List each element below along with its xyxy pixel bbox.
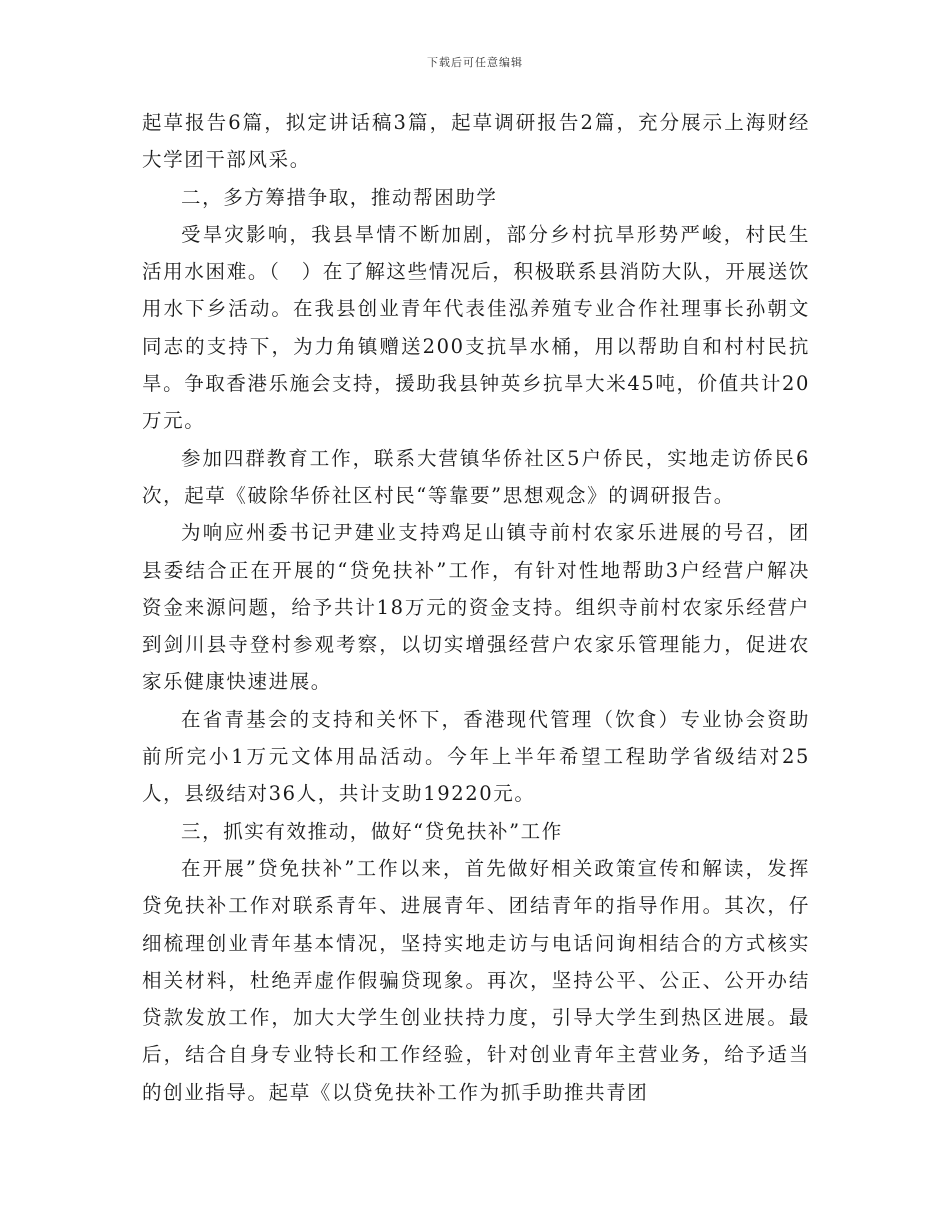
paragraph-drought-relief: 受旱灾影响，我县旱情不断加剧，部分乡村抗旱形势严峻，村民生活用水困难。（ ）在了解这些情况后，积极联系县消防大队，开展送饮用水下乡活动。在我县创业青年代表佳泓养殖专业合作社理事长孙朝文同志的支持下，为力角镇赠送200支抗旱水桶，用以帮助自和村村民抗旱。争取香港乐施会支持，援助我县钟英乡抗旱大米45吨，价值共计20万元。 (142, 222, 810, 433)
section-heading-3: 三，抓实有效推动，做好“贷免扶补”工作 (181, 819, 563, 843)
paragraph-farmhouse-support: 为响应州委书记尹建业支持鸡足山镇寺前村农家乐进展的号召，团县委结合正在开展的“贷免扶补”工作，有针对性地帮助3户经营户解决资金来源问题，给予共计18万元的资金支持。组织寺前村农家乐经营户到剑川县寺登村参观考察，以切实增强经营户农家乐管理能力，促进农家乐健康快速进展。 (142, 521, 810, 694)
paragraph-report-summary: 起草报告6篇，拟定讲话稿3篇，起草调研报告2篇，充分展示上海财经大学团干部风采。 (142, 111, 810, 172)
section-heading-2: 二，多方筹措争取，推动帮困助学 (181, 185, 498, 209)
paragraph-hope-project: 在省青基会的支持和关怀下，香港现代管理（饮食）专业协会资助前所完小1万元文体用品活动。今年上半年希望工程助学省级结对25人，县级结对36人，共计支助19220元。 (142, 707, 810, 806)
page-header: 下载后可任意编辑 (427, 56, 523, 69)
document-body (142, 104, 810, 1111)
paragraph-loan-work: 在开展”贷免扶补”工作以来，首先做好相关政策宣传和解读，发挥贷免扶补工作对联系青年、进展青年、团结青年的指导作用。其次，仔细梳理创业青年基本情况，坚持实地走访与电话问询相结合的方式核实相关材料，杜绝弄虚作假骗贷现象。再次，坚持公平、公正、公开办结贷款发放工作，加大大学生创业扶持力度，引导大学生到热区进展。最后，结合自身专业特长和工作经验，针对创业青年主营业务，给予适当的创业指导。起草《以贷免扶补工作为抓手助推共青团 (142, 856, 810, 1104)
paragraph-overseas-chinese: 参加四群教育工作，联系大营镇华侨社区5户侨民，实地走访侨民6次，起草《破除华侨社区村民“等靠要”思想观念》的调研报告。 (142, 446, 810, 507)
